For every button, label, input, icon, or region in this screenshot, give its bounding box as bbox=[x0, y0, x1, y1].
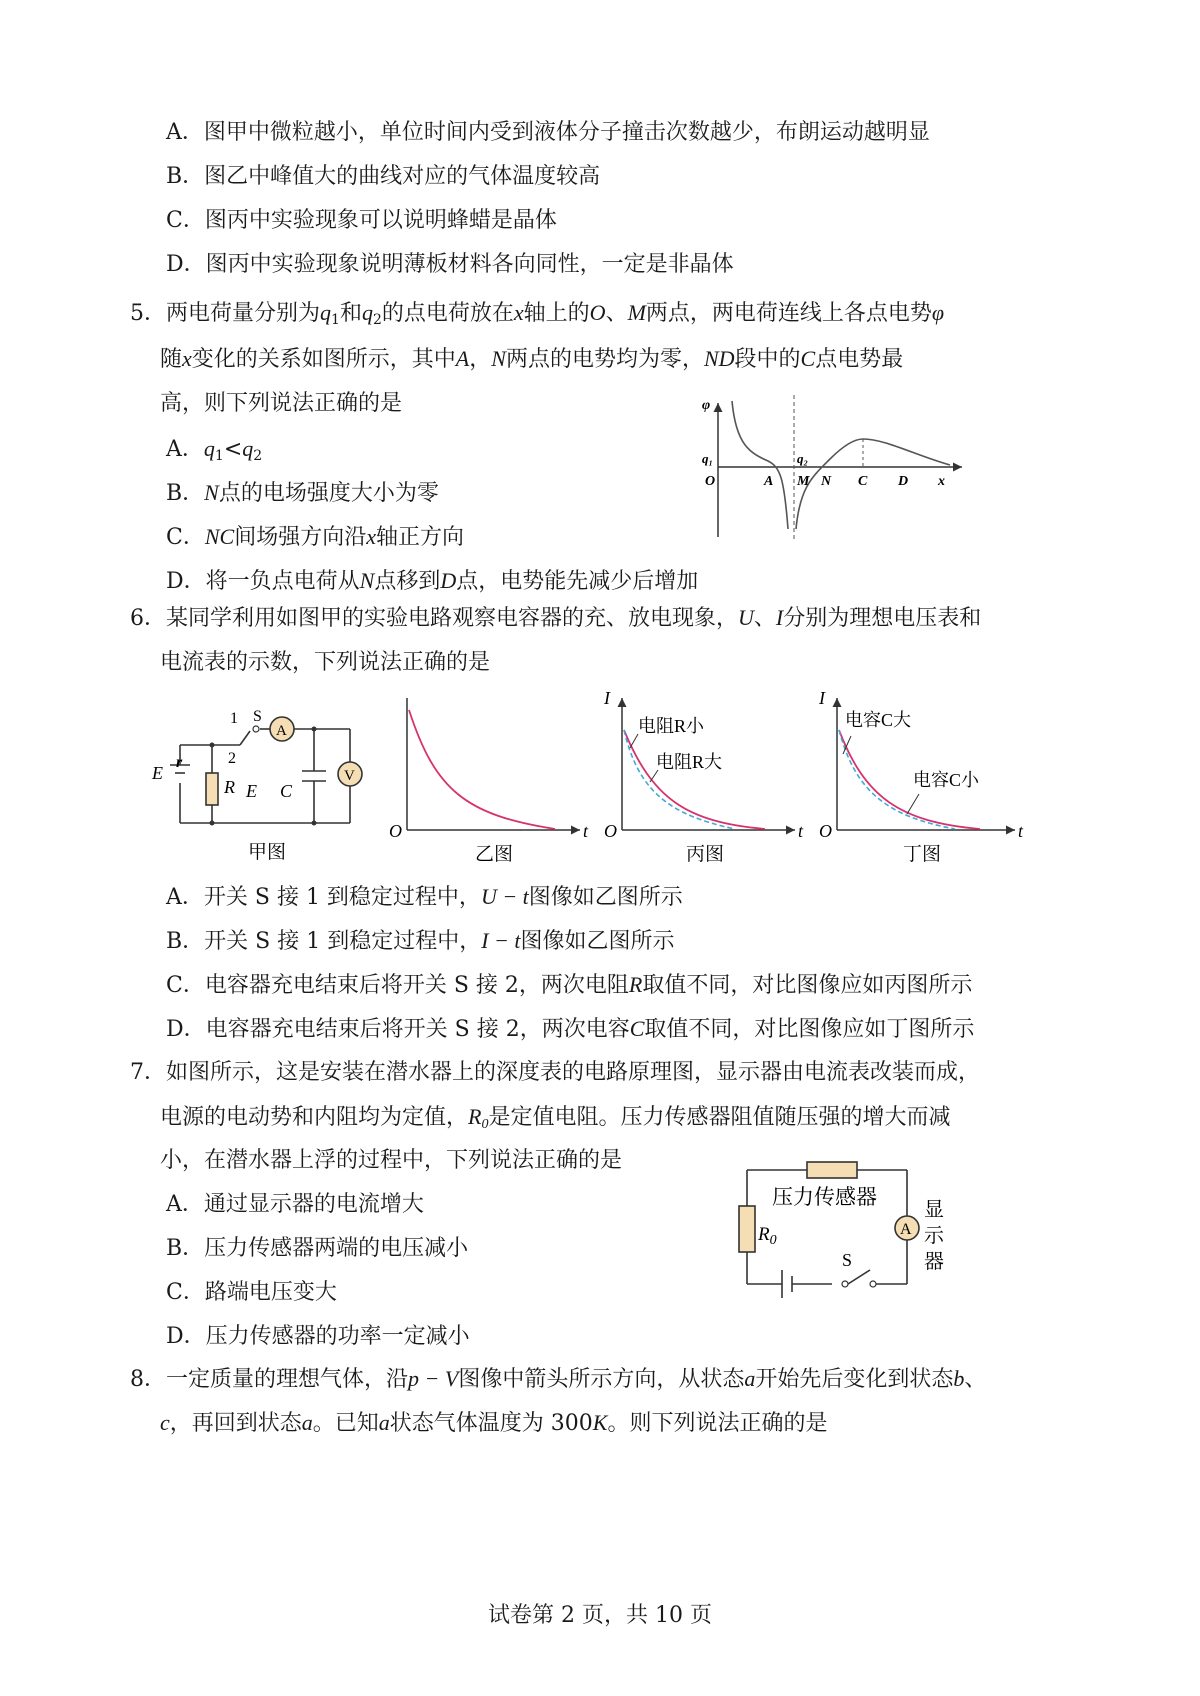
q7-stem-line2: 电源的电动势和内阻均为定值，$R_0$是定值电阻。压力传感器阻值随压强的增大而减 bbox=[160, 1104, 951, 1132]
potential-curve-left bbox=[732, 401, 788, 529]
potential-curve-right bbox=[796, 439, 950, 529]
label-c-large: 电容C大 bbox=[845, 710, 912, 730]
page-footer: 试卷第 2 页，共 10 页 bbox=[488, 1603, 712, 1628]
graph-ding-t: t bbox=[1018, 821, 1024, 841]
switch-s-label: S bbox=[253, 708, 262, 725]
graph-ding-o: O bbox=[819, 821, 832, 841]
graph-label-n: N bbox=[821, 474, 832, 489]
graph-bing bbox=[600, 690, 815, 870]
graph-yi-o: O bbox=[389, 821, 402, 841]
r0-label: $R_0$ bbox=[758, 1224, 777, 1248]
source-r-label: r bbox=[176, 754, 183, 771]
switch-pos-2: 2 bbox=[228, 750, 236, 767]
q4-option-a: A．图甲中微粒越小，单位时间内受到液体分子撞击次数越少，布朗运动越明显 bbox=[166, 120, 930, 145]
q5-stem-line2: 随x变化的关系如图所示，其中A，N两点的电势均为零，ND段中的C点电势最 bbox=[160, 346, 904, 372]
q7-option-d: D．压力传感器的功率一定减小 bbox=[166, 1324, 470, 1349]
caption-bing: 丙图 bbox=[686, 844, 725, 865]
graph-bing-t: t bbox=[798, 821, 804, 841]
q5-stem-line1: 5．两电荷量分别为$q_1$和$q_2$的点电荷放在x轴上的O、M两点，两电荷连线上各点电势φ bbox=[130, 300, 945, 328]
q8-stem-line1: 8．一定质量的理想气体，沿p − V图像中箭头所示方向，从状态a开始先后变化到状态b、 bbox=[130, 1366, 987, 1392]
graph-yi bbox=[385, 690, 600, 870]
q7-option-a: A．通过显示器的电流增大 bbox=[166, 1192, 424, 1217]
graph-label-phi: φ bbox=[702, 398, 711, 413]
label-r-large: 电阻R大 bbox=[656, 752, 723, 772]
q7-stem-line3: 小，在潜水器上浮的过程中，下列说法正确的是 bbox=[160, 1148, 623, 1173]
voltmeter-v-label: V bbox=[344, 768, 355, 784]
caption-jia: 甲图 bbox=[248, 842, 287, 863]
source-e-label: E bbox=[152, 763, 163, 783]
q7-stem-line1: 7．如图所示，这是安装在潜水器上的深度表的电路原理图，显示器由电流表改装而成， bbox=[130, 1060, 981, 1085]
graph-label-a: A bbox=[764, 474, 774, 489]
graph-label-q1: q₁ bbox=[702, 451, 714, 466]
decay-curve bbox=[409, 710, 555, 829]
switch-pos-1: 1 bbox=[230, 710, 238, 727]
curve-r-large bbox=[624, 730, 765, 829]
q6-option-c: C．电容器充电结束后将开关 S 接 2，两次电阻R取值不同，对比图像应如丙图所示 bbox=[166, 972, 973, 998]
q5-option-b: B．N点的电场强度大小为零 bbox=[166, 480, 439, 506]
graph-label-m: M bbox=[797, 474, 810, 489]
display-label-1: 显 bbox=[924, 1199, 944, 1221]
label-r-small: 电阻R小 bbox=[638, 716, 705, 736]
graph-label-q2: q₂ bbox=[797, 451, 809, 466]
graph-ding bbox=[815, 690, 1035, 870]
display-label-3: 器 bbox=[924, 1251, 944, 1273]
q4-option-c: C．图丙中实验现象可以说明蜂蜡是晶体 bbox=[166, 208, 557, 233]
graph-label-x: x bbox=[938, 474, 945, 489]
caption-ding: 丁图 bbox=[903, 844, 942, 865]
q6-option-b: B．开关 S 接 1 到稳定过程中，I − t图像如乙图所示 bbox=[166, 928, 675, 954]
resistor-r-label: R bbox=[224, 777, 235, 797]
q5-option-d: D．将一负点电荷从N点移到D点，电势能先减少后增加 bbox=[166, 568, 699, 594]
q4-option-d: D．图丙中实验现象说明薄板材料各向同性，一定是非晶体 bbox=[166, 252, 734, 277]
potential-graph bbox=[700, 395, 970, 545]
q7-switch-label: S bbox=[842, 1250, 853, 1270]
graph-bing-i: I bbox=[604, 690, 610, 708]
q5-option-a: A．$q_1<q_2$ bbox=[166, 436, 263, 464]
q6-option-a: A．开关 S 接 1 到稳定过程中，U − t图像如乙图所示 bbox=[166, 884, 683, 910]
graph-label-d: D bbox=[898, 474, 909, 489]
graph-label-c: C bbox=[858, 474, 868, 489]
circuit-e-label: E bbox=[246, 781, 257, 801]
display-label-2: 示 bbox=[924, 1225, 944, 1247]
q7-option-b: B．压力传感器两端的电压减小 bbox=[166, 1236, 469, 1261]
q5-stem-line3: 高，则下列说法正确的是 bbox=[160, 391, 403, 416]
curve-r-small bbox=[624, 730, 735, 829]
graph-bing-o: O bbox=[604, 821, 617, 841]
sensor-label: 压力传感器 bbox=[772, 1185, 877, 1209]
graph-yi-t: t bbox=[583, 821, 589, 841]
q8-stem-line2: c，再回到状态a。已知a状态气体温度为 300K。则下列说法正确的是 bbox=[160, 1410, 828, 1436]
capacitor-c-label: C bbox=[280, 781, 293, 801]
q7-option-c: C．路端电压变大 bbox=[166, 1280, 337, 1305]
label-c-small: 电容C小 bbox=[913, 770, 980, 790]
q6-option-d: D．电容器充电结束后将开关 S 接 2，两次电容C取值不同，对比图像应如丁图所示 bbox=[166, 1016, 975, 1042]
depth-gauge-circuit bbox=[722, 1150, 972, 1310]
ammeter-a-label: A bbox=[276, 723, 287, 739]
q6-stem-line1: 6．某同学利用如图甲的实验电路观察电容器的充、放电现象，U、I分别为理想电压表和 bbox=[130, 605, 982, 631]
display-ammeter-label: A bbox=[900, 1221, 912, 1238]
graph-label-o: O bbox=[705, 474, 716, 489]
caption-yi: 乙图 bbox=[475, 844, 514, 865]
graph-ding-i: I bbox=[819, 690, 825, 708]
circuit-jia bbox=[150, 705, 380, 870]
q4-option-b: B．图乙中峰值大的曲线对应的气体温度较高 bbox=[166, 164, 601, 189]
q6-stem-line2: 电流表的示数，下列说法正确的是 bbox=[160, 650, 491, 675]
q5-option-c: C．NC间场强方向沿x轴正方向 bbox=[166, 524, 464, 550]
